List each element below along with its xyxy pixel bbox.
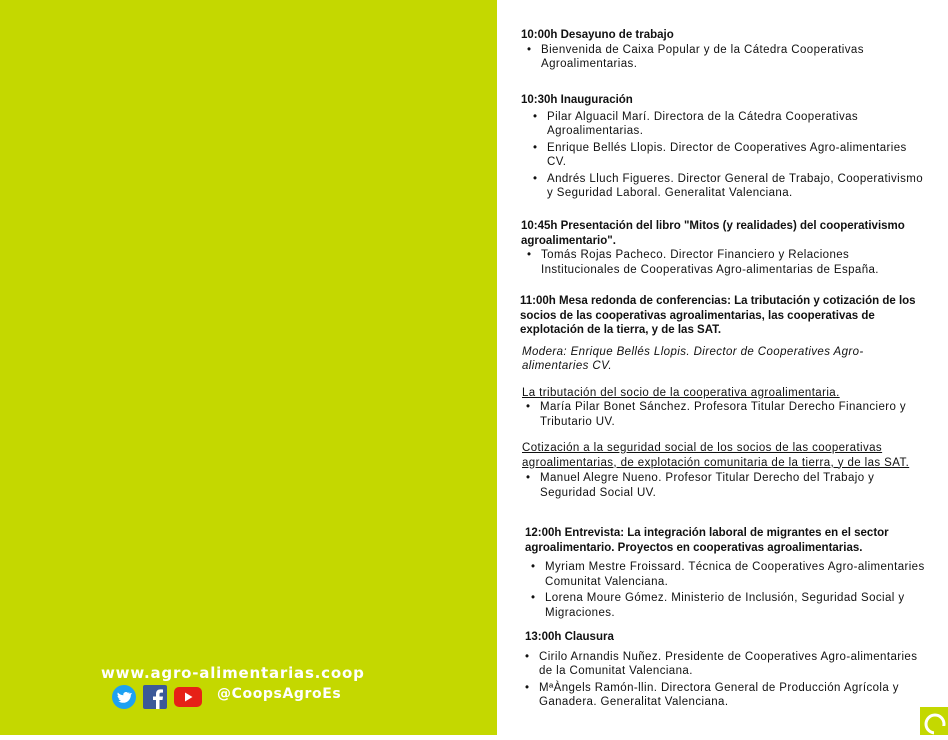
moderator-line: Modera: Enrique Bellés Llopis. Director de Cooperatives Agro-alimentaries CV.: [522, 345, 864, 372]
speaker-list: [525, 560, 925, 620]
program-panel: [497, 0, 948, 735]
list-item: • María Pilar Bonet Sánchez. Profesora Titular Derecho Financiero y Tributario UV.: [520, 400, 925, 429]
session-heading: 10:00h Desayuno de trabajo: [521, 29, 674, 41]
twitter-icon[interactable]: [112, 685, 136, 709]
session-closing: [525, 630, 925, 710]
website-link[interactable]: www.agro-alimentarias.coop: [101, 664, 365, 682]
list-item: • Cirilo Arnandis Nuñez. Presidente de Cooperatives Agro-alimentaries de la Comunitat Valenciana.: [519, 650, 925, 679]
session-heading: 13:00h Clausura: [525, 631, 614, 643]
session-heading: 12:00h Entrevista: La integración laboral de migrantes en el sector agroalimentario. Proyectos en cooperativas agroalimentarias.: [525, 527, 889, 554]
facebook-icon[interactable]: [143, 685, 167, 709]
list-item: • Enrique Bellés Llopis. Director de Cooperatives Agro-alimentaries CV.: [527, 141, 926, 170]
list-item: • Tomás Rojas Pacheco. Director Financiero y Relaciones Institucionales de Cooperativas Agro-alimentarias de España.: [521, 248, 931, 277]
speaker-list: [519, 650, 925, 710]
session-book-presentation: [521, 219, 931, 277]
speaker-list: [520, 400, 925, 429]
speaker-list: [521, 43, 926, 72]
brand-logo-icon: [920, 707, 948, 735]
session-interview: [525, 526, 925, 620]
session-inauguration: [521, 93, 926, 201]
session-heading: 10:45h Presentación del libro "Mitos (y realidades) del cooperativismo agroalimentario".: [521, 220, 905, 247]
speaker-list: [520, 471, 925, 500]
list-item: • MªÀngels Ramón-llin. Directora General de Producción Agrícola y Ganadera. Generalitat Valenciana.: [519, 681, 925, 710]
list-item: • Pilar Alguacil Marí. Directora de la Cátedra Cooperativas Agroalimentarias.: [527, 110, 926, 139]
social-handle[interactable]: @CoopsAgroEs: [217, 686, 342, 702]
list-item: • Myriam Mestre Froissard. Técnica de Cooperatives Agro-alimentaries Comunitat Valenciana.: [525, 560, 925, 589]
topic-title: Cotización a la seguridad social de los socios de las cooperativas agroalimentarias, de explotación comunitaria de la tierra, y de las SAT.: [522, 442, 910, 469]
list-item: • Manuel Alegre Nueno. Profesor Titular Derecho del Trabajo y Seguridad Social UV.: [520, 471, 925, 500]
session-heading: 11:00h Mesa redonda de conferencias: La tributación y cotización de los socios de las cooperativas agroalimentarias, las cooperativas de explotación de la tierra, y de las SAT.: [520, 295, 916, 336]
list-item: • Andrés Lluch Figueres. Director General de Trabajo, Cooperativismo y Seguridad Laboral. Generalitat Valenciana.: [527, 172, 926, 201]
session-heading: 10:30h Inauguración: [521, 94, 633, 106]
topic-title: La tributación del socio de la cooperativa agroalimentaria.: [522, 386, 840, 399]
youtube-icon[interactable]: [174, 685, 202, 709]
speaker-list: [521, 248, 931, 277]
list-item: • Lorena Moure Gómez. Ministerio de Inclusión, Seguridad Social y Migraciones.: [525, 591, 925, 620]
speaker-list: [521, 110, 926, 201]
session-breakfast: [521, 28, 926, 72]
list-item: • Bienvenida de Caixa Popular y de la Cátedra Cooperativas Agroalimentarias.: [521, 43, 926, 72]
session-round-table: [520, 294, 925, 500]
